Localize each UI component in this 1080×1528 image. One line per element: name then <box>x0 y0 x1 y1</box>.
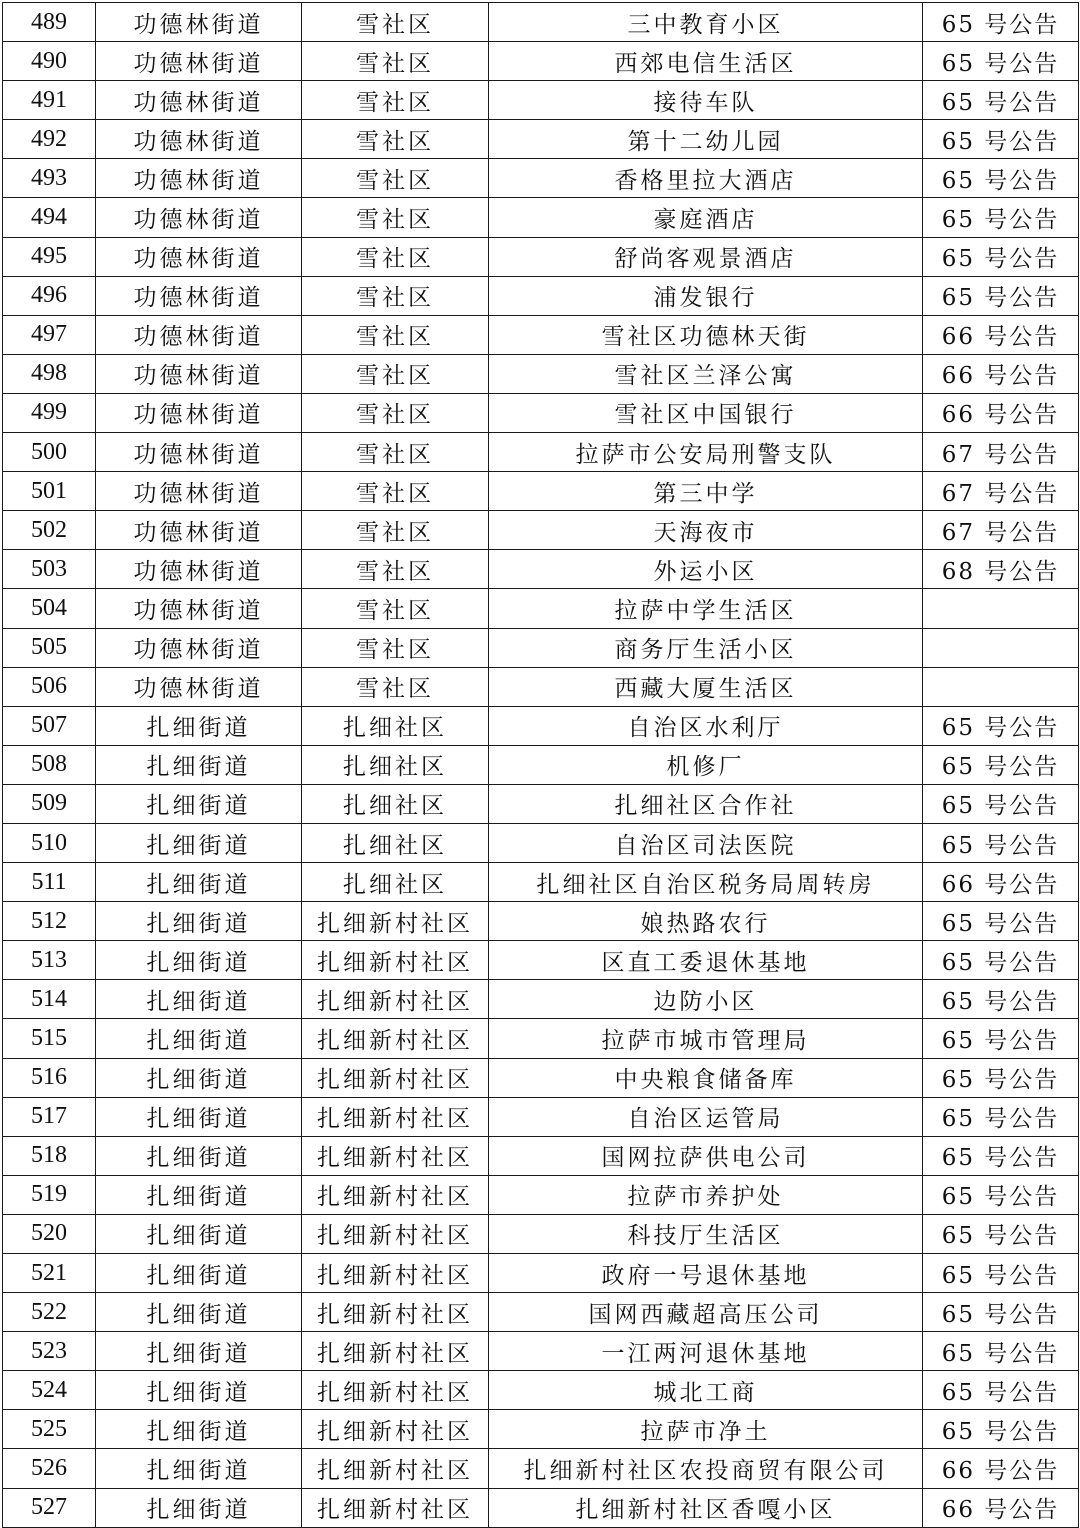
cell-community: 雪社区 <box>302 472 489 511</box>
cell-community: 扎细新村社区 <box>302 1058 489 1097</box>
cell-street: 扎细街道 <box>96 1254 302 1293</box>
cell-place: 扎细新村社区香嘎小区 <box>489 1488 923 1527</box>
table-row <box>3 81 1079 120</box>
cell-place: 雪社区兰泽公寓 <box>489 354 923 393</box>
cell-street: 功德林街道 <box>96 276 302 315</box>
cell-notice: 67 号公告 <box>923 433 1079 472</box>
cell-notice: 65 号公告 <box>923 159 1079 198</box>
cell-serial-number: 518 <box>3 1136 96 1175</box>
cell-place: 香格里拉大酒店 <box>489 159 923 198</box>
cell-serial-number: 513 <box>3 941 96 980</box>
cell-serial-number: 491 <box>3 81 96 120</box>
table-row <box>3 1175 1079 1214</box>
cell-community: 扎细新村社区 <box>302 1293 489 1332</box>
cell-place: 西藏大厦生活区 <box>489 667 923 706</box>
cell-serial-number: 517 <box>3 1097 96 1136</box>
cell-place: 自治区水利厅 <box>489 706 923 745</box>
cell-notice: 66 号公告 <box>923 315 1079 354</box>
cell-notice: 67 号公告 <box>923 511 1079 550</box>
cell-serial-number: 511 <box>3 863 96 902</box>
cell-serial-number: 499 <box>3 393 96 432</box>
cell-place: 外运小区 <box>489 550 923 589</box>
cell-street: 扎细街道 <box>96 941 302 980</box>
cell-serial-number: 514 <box>3 980 96 1019</box>
table-row <box>3 1332 1079 1371</box>
cell-place: 雪社区功德林天街 <box>489 315 923 354</box>
cell-serial-number: 498 <box>3 354 96 393</box>
cell-community: 扎细社区 <box>302 784 489 823</box>
cell-notice: 65 号公告 <box>923 276 1079 315</box>
cell-notice: 66 号公告 <box>923 1449 1079 1488</box>
cell-serial-number: 522 <box>3 1293 96 1332</box>
table-row <box>3 1097 1079 1136</box>
cell-community: 雪社区 <box>302 276 489 315</box>
cell-serial-number: 519 <box>3 1175 96 1214</box>
cell-serial-number: 523 <box>3 1332 96 1371</box>
cell-place: 机修厂 <box>489 745 923 784</box>
cell-place: 豪庭酒店 <box>489 198 923 237</box>
cell-place: 区直工委退休基地 <box>489 941 923 980</box>
cell-community: 扎细新村社区 <box>302 1371 489 1410</box>
cell-community: 雪社区 <box>302 354 489 393</box>
table-row <box>3 1254 1079 1293</box>
cell-community: 扎细社区 <box>302 706 489 745</box>
cell-notice: 65 号公告 <box>923 1410 1079 1449</box>
cell-street: 功德林街道 <box>96 472 302 511</box>
cell-place: 三中教育小区 <box>489 3 923 42</box>
cell-serial-number: 524 <box>3 1371 96 1410</box>
cell-serial-number: 504 <box>3 589 96 628</box>
notice-table <box>2 2 1079 1528</box>
cell-notice: 65 号公告 <box>923 1293 1079 1332</box>
table-row <box>3 1449 1079 1488</box>
cell-place: 拉萨市公安局刑警支队 <box>489 433 923 472</box>
cell-street: 扎细街道 <box>96 902 302 941</box>
cell-notice: 65 号公告 <box>923 980 1079 1019</box>
cell-street: 扎细街道 <box>96 1136 302 1175</box>
cell-street: 功德林街道 <box>96 433 302 472</box>
table-row <box>3 706 1079 745</box>
cell-place: 边防小区 <box>489 980 923 1019</box>
table-row <box>3 1019 1079 1058</box>
cell-notice: 65 号公告 <box>923 1371 1079 1410</box>
cell-community: 雪社区 <box>302 667 489 706</box>
cell-place: 第十二幼儿园 <box>489 120 923 159</box>
table-row <box>3 745 1079 784</box>
cell-serial-number: 508 <box>3 745 96 784</box>
cell-serial-number: 505 <box>3 628 96 667</box>
cell-serial-number: 526 <box>3 1449 96 1488</box>
cell-notice: 66 号公告 <box>923 393 1079 432</box>
cell-community: 雪社区 <box>302 198 489 237</box>
cell-community: 扎细新村社区 <box>302 1175 489 1214</box>
cell-place: 扎细新村社区农投商贸有限公司 <box>489 1449 923 1488</box>
cell-place: 国网拉萨供电公司 <box>489 1136 923 1175</box>
cell-serial-number: 497 <box>3 315 96 354</box>
table-row <box>3 628 1079 667</box>
cell-street: 功德林街道 <box>96 667 302 706</box>
cell-place: 自治区司法医院 <box>489 823 923 862</box>
cell-street: 功德林街道 <box>96 120 302 159</box>
cell-place: 一江两河退休基地 <box>489 1332 923 1371</box>
table-row <box>3 667 1079 706</box>
cell-place: 拉萨市城市管理局 <box>489 1019 923 1058</box>
cell-notice: 65 号公告 <box>923 784 1079 823</box>
cell-street: 功德林街道 <box>96 42 302 81</box>
table-row <box>3 980 1079 1019</box>
table-row <box>3 393 1079 432</box>
cell-serial-number: 525 <box>3 1410 96 1449</box>
cell-place: 扎细社区合作社 <box>489 784 923 823</box>
table-row <box>3 1371 1079 1410</box>
cell-community: 雪社区 <box>302 393 489 432</box>
cell-street: 功德林街道 <box>96 511 302 550</box>
cell-notice: 67 号公告 <box>923 472 1079 511</box>
cell-notice: 65 号公告 <box>923 3 1079 42</box>
cell-notice: 65 号公告 <box>923 81 1079 120</box>
table-row <box>3 1410 1079 1449</box>
cell-notice: 65 号公告 <box>923 1254 1079 1293</box>
cell-street: 功德林街道 <box>96 550 302 589</box>
table-row <box>3 863 1079 902</box>
cell-street: 扎细街道 <box>96 1097 302 1136</box>
table-row <box>3 315 1079 354</box>
cell-street: 扎细街道 <box>96 1175 302 1214</box>
cell-street: 功德林街道 <box>96 628 302 667</box>
cell-serial-number: 489 <box>3 3 96 42</box>
cell-community: 扎细新村社区 <box>302 980 489 1019</box>
cell-serial-number: 496 <box>3 276 96 315</box>
cell-place: 浦发银行 <box>489 276 923 315</box>
cell-serial-number: 492 <box>3 120 96 159</box>
cell-serial-number: 503 <box>3 550 96 589</box>
cell-serial-number: 501 <box>3 472 96 511</box>
table-row <box>3 511 1079 550</box>
table-row <box>3 198 1079 237</box>
cell-serial-number: 493 <box>3 159 96 198</box>
cell-street: 扎细街道 <box>96 1293 302 1332</box>
cell-community: 雪社区 <box>302 433 489 472</box>
cell-community: 雪社区 <box>302 550 489 589</box>
table-row <box>3 1214 1079 1253</box>
cell-street: 扎细街道 <box>96 1410 302 1449</box>
cell-community: 雪社区 <box>302 3 489 42</box>
cell-community: 雪社区 <box>302 589 489 628</box>
cell-serial-number: 494 <box>3 198 96 237</box>
cell-street: 功德林街道 <box>96 354 302 393</box>
cell-street: 功德林街道 <box>96 159 302 198</box>
cell-community: 雪社区 <box>302 81 489 120</box>
cell-street: 扎细街道 <box>96 706 302 745</box>
table-row <box>3 354 1079 393</box>
cell-community: 雪社区 <box>302 42 489 81</box>
cell-place: 拉萨市养护处 <box>489 1175 923 1214</box>
cell-serial-number: 512 <box>3 902 96 941</box>
cell-community: 雪社区 <box>302 237 489 276</box>
cell-serial-number: 506 <box>3 667 96 706</box>
cell-community: 扎细新村社区 <box>302 1097 489 1136</box>
cell-place: 国网西藏超高压公司 <box>489 1293 923 1332</box>
table-row <box>3 1058 1079 1097</box>
cell-community: 扎细新村社区 <box>302 1449 489 1488</box>
cell-serial-number: 507 <box>3 706 96 745</box>
cell-serial-number: 520 <box>3 1214 96 1253</box>
cell-street: 扎细街道 <box>96 1371 302 1410</box>
cell-notice: 65 号公告 <box>923 1019 1079 1058</box>
cell-place: 天海夜市 <box>489 511 923 550</box>
table-row <box>3 823 1079 862</box>
cell-street: 扎细街道 <box>96 980 302 1019</box>
cell-notice: 66 号公告 <box>923 1488 1079 1527</box>
cell-community: 扎细社区 <box>302 823 489 862</box>
cell-street: 功德林街道 <box>96 393 302 432</box>
cell-notice: 68 号公告 <box>923 550 1079 589</box>
table-row <box>3 902 1079 941</box>
cell-place: 拉萨市净土 <box>489 1410 923 1449</box>
cell-community: 雪社区 <box>302 315 489 354</box>
table-row <box>3 784 1079 823</box>
cell-community: 扎细社区 <box>302 863 489 902</box>
table-row <box>3 433 1079 472</box>
cell-notice: 65 号公告 <box>923 902 1079 941</box>
cell-street: 扎细街道 <box>96 1019 302 1058</box>
cell-street: 扎细街道 <box>96 823 302 862</box>
table-row <box>3 941 1079 980</box>
cell-serial-number: 515 <box>3 1019 96 1058</box>
cell-street: 功德林街道 <box>96 589 302 628</box>
table-row <box>3 237 1079 276</box>
cell-place: 舒尚客观景酒店 <box>489 237 923 276</box>
cell-notice: 65 号公告 <box>923 120 1079 159</box>
cell-serial-number: 510 <box>3 823 96 862</box>
cell-notice: 65 号公告 <box>923 198 1079 237</box>
cell-notice <box>923 628 1079 667</box>
cell-community: 雪社区 <box>302 159 489 198</box>
table-row <box>3 42 1079 81</box>
cell-notice: 65 号公告 <box>923 1058 1079 1097</box>
cell-notice <box>923 589 1079 628</box>
cell-community: 扎细新村社区 <box>302 941 489 980</box>
table-row <box>3 472 1079 511</box>
cell-serial-number: 495 <box>3 237 96 276</box>
cell-serial-number: 490 <box>3 42 96 81</box>
cell-place: 接待车队 <box>489 81 923 120</box>
cell-place: 雪社区中国银行 <box>489 393 923 432</box>
cell-place: 拉萨中学生活区 <box>489 589 923 628</box>
cell-street: 扎细街道 <box>96 745 302 784</box>
cell-notice: 65 号公告 <box>923 42 1079 81</box>
cell-serial-number: 521 <box>3 1254 96 1293</box>
cell-place: 商务厅生活小区 <box>489 628 923 667</box>
cell-place: 娘热路农行 <box>489 902 923 941</box>
cell-notice: 66 号公告 <box>923 863 1079 902</box>
cell-community: 扎细社区 <box>302 745 489 784</box>
table-row <box>3 3 1079 42</box>
cell-serial-number: 516 <box>3 1058 96 1097</box>
cell-street: 功德林街道 <box>96 81 302 120</box>
cell-street: 扎细街道 <box>96 1449 302 1488</box>
cell-street: 扎细街道 <box>96 1488 302 1527</box>
cell-notice: 65 号公告 <box>923 941 1079 980</box>
cell-community: 雪社区 <box>302 120 489 159</box>
cell-notice: 65 号公告 <box>923 823 1079 862</box>
table-row <box>3 1488 1079 1527</box>
table-row <box>3 1136 1079 1175</box>
cell-community: 扎细新村社区 <box>302 1136 489 1175</box>
table-body <box>3 3 1079 1528</box>
table-row <box>3 159 1079 198</box>
cell-place: 扎细社区自治区税务局周转房 <box>489 863 923 902</box>
cell-street: 功德林街道 <box>96 198 302 237</box>
cell-street: 功德林街道 <box>96 237 302 276</box>
cell-place: 政府一号退休基地 <box>489 1254 923 1293</box>
cell-place: 中央粮食储备库 <box>489 1058 923 1097</box>
cell-street: 扎细街道 <box>96 784 302 823</box>
cell-serial-number: 500 <box>3 433 96 472</box>
table-row <box>3 120 1079 159</box>
cell-street: 功德林街道 <box>96 3 302 42</box>
cell-community: 扎细新村社区 <box>302 1410 489 1449</box>
cell-place: 城北工商 <box>489 1371 923 1410</box>
cell-community: 雪社区 <box>302 628 489 667</box>
cell-notice: 65 号公告 <box>923 1136 1079 1175</box>
cell-community: 扎细新村社区 <box>302 1254 489 1293</box>
cell-community: 扎细新村社区 <box>302 1488 489 1527</box>
table-row <box>3 589 1079 628</box>
cell-street: 功德林街道 <box>96 315 302 354</box>
cell-serial-number: 509 <box>3 784 96 823</box>
table-row <box>3 1293 1079 1332</box>
cell-serial-number: 502 <box>3 511 96 550</box>
cell-street: 扎细街道 <box>96 1058 302 1097</box>
cell-community: 扎细新村社区 <box>302 1332 489 1371</box>
cell-notice: 65 号公告 <box>923 1332 1079 1371</box>
cell-street: 扎细街道 <box>96 1332 302 1371</box>
cell-place: 西郊电信生活区 <box>489 42 923 81</box>
cell-notice: 66 号公告 <box>923 354 1079 393</box>
cell-community: 扎细新村社区 <box>302 1214 489 1253</box>
cell-notice: 65 号公告 <box>923 706 1079 745</box>
cell-notice: 65 号公告 <box>923 745 1079 784</box>
cell-notice: 65 号公告 <box>923 1175 1079 1214</box>
cell-place: 自治区运管局 <box>489 1097 923 1136</box>
cell-place: 第三中学 <box>489 472 923 511</box>
cell-street: 扎细街道 <box>96 863 302 902</box>
cell-serial-number: 527 <box>3 1488 96 1527</box>
cell-notice: 65 号公告 <box>923 1214 1079 1253</box>
table-row <box>3 550 1079 589</box>
cell-notice <box>923 667 1079 706</box>
cell-community: 扎细新村社区 <box>302 1019 489 1058</box>
cell-notice: 65 号公告 <box>923 1097 1079 1136</box>
cell-notice: 65 号公告 <box>923 237 1079 276</box>
cell-street: 扎细街道 <box>96 1214 302 1253</box>
cell-place: 科技厅生活区 <box>489 1214 923 1253</box>
cell-community: 雪社区 <box>302 511 489 550</box>
table-row <box>3 276 1079 315</box>
cell-community: 扎细新村社区 <box>302 902 489 941</box>
